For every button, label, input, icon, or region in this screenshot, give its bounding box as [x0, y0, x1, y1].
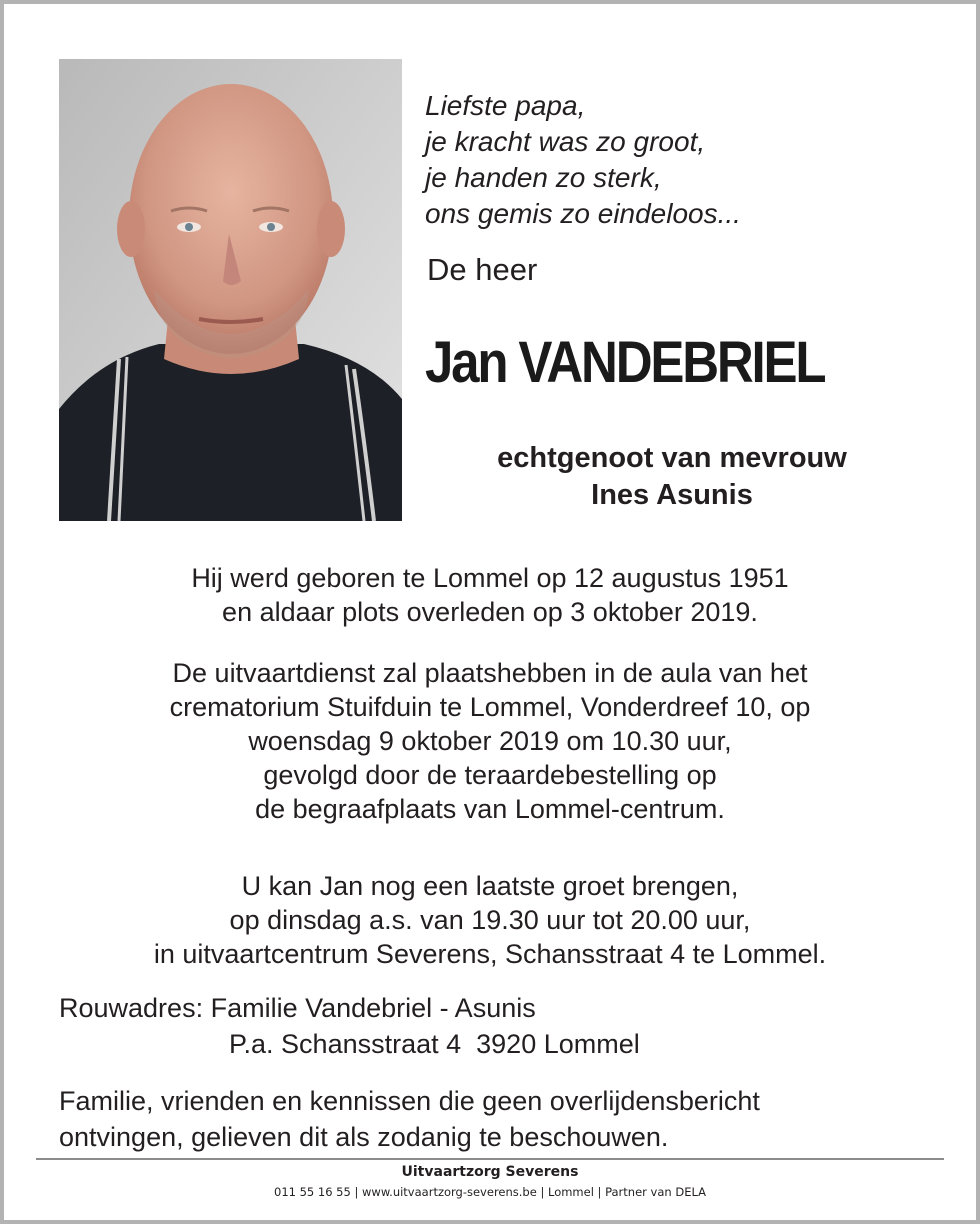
address-line: Rouwadres: Familie Vandebriel - Asunis — [59, 993, 536, 1023]
footer-title: Uitvaartzorg Severens — [401, 1164, 579, 1180]
visit-line: op dinsdag a.s. van 19.30 uur tot 20.00 uur, — [229, 905, 751, 935]
deceased-name: Jan VANDEBRIEL — [425, 330, 825, 395]
visit-line: U kan Jan nog een laatste groet brengen, — [241, 871, 739, 901]
footer-divider — [36, 1158, 944, 1160]
poem-line: ons gemis zo eindeloos... — [425, 198, 741, 229]
visit-line: in uitvaartcentrum Severens, Schansstraat 4 te Lommel. — [153, 939, 827, 969]
poem-line: je kracht was zo groot, — [425, 126, 706, 157]
death-line: en aldaar plots overleden op 3 oktober 2019. — [222, 597, 758, 627]
poem-line: Liefste papa, — [425, 90, 586, 121]
service-line: gevolgd door de teraardebestelling op — [263, 760, 717, 790]
spouse-line: echtgenoot van mevrouw — [497, 442, 847, 474]
visit-paragraph — [40, 869, 940, 971]
service-line: De uitvaartdienst zal plaatshebben in de aula van het — [172, 658, 808, 688]
birth-death-paragraph — [40, 561, 940, 629]
salutation: De heer — [427, 252, 538, 287]
service-line: crematorium Stuifduin te Lommel, Vonderdreef 10, op — [169, 692, 811, 722]
service-line: woensdag 9 oktober 2019 om 10.30 uur, — [248, 726, 732, 756]
birth-line: Hij werd geboren te Lommel op 12 augustus 1951 — [191, 563, 789, 593]
family-note-line: Familie, vrienden en kennissen die geen overlijdensbericht — [59, 1086, 760, 1116]
family-note — [59, 1083, 939, 1155]
spouse-block — [422, 440, 922, 514]
poem — [425, 88, 945, 232]
service-line: de begraafplaats van Lommel-centrum. — [255, 794, 725, 824]
footer-info: 011 55 16 55 | www.uitvaartzorg-severens.be | Lommel | Partner van DELA — [274, 1185, 706, 1199]
mourning-address — [59, 990, 939, 1062]
service-paragraph — [40, 656, 940, 826]
address-line: P.a. Schansstraat 4 3920 Lommel — [229, 1029, 640, 1059]
family-note-line: ontvingen, gelieven dit als zodanig te beschouwen. — [59, 1122, 669, 1152]
poem-line: je handen zo sterk, — [425, 162, 662, 193]
spouse-name: Ines Asunis — [591, 479, 753, 511]
portrait-photo — [59, 59, 402, 521]
